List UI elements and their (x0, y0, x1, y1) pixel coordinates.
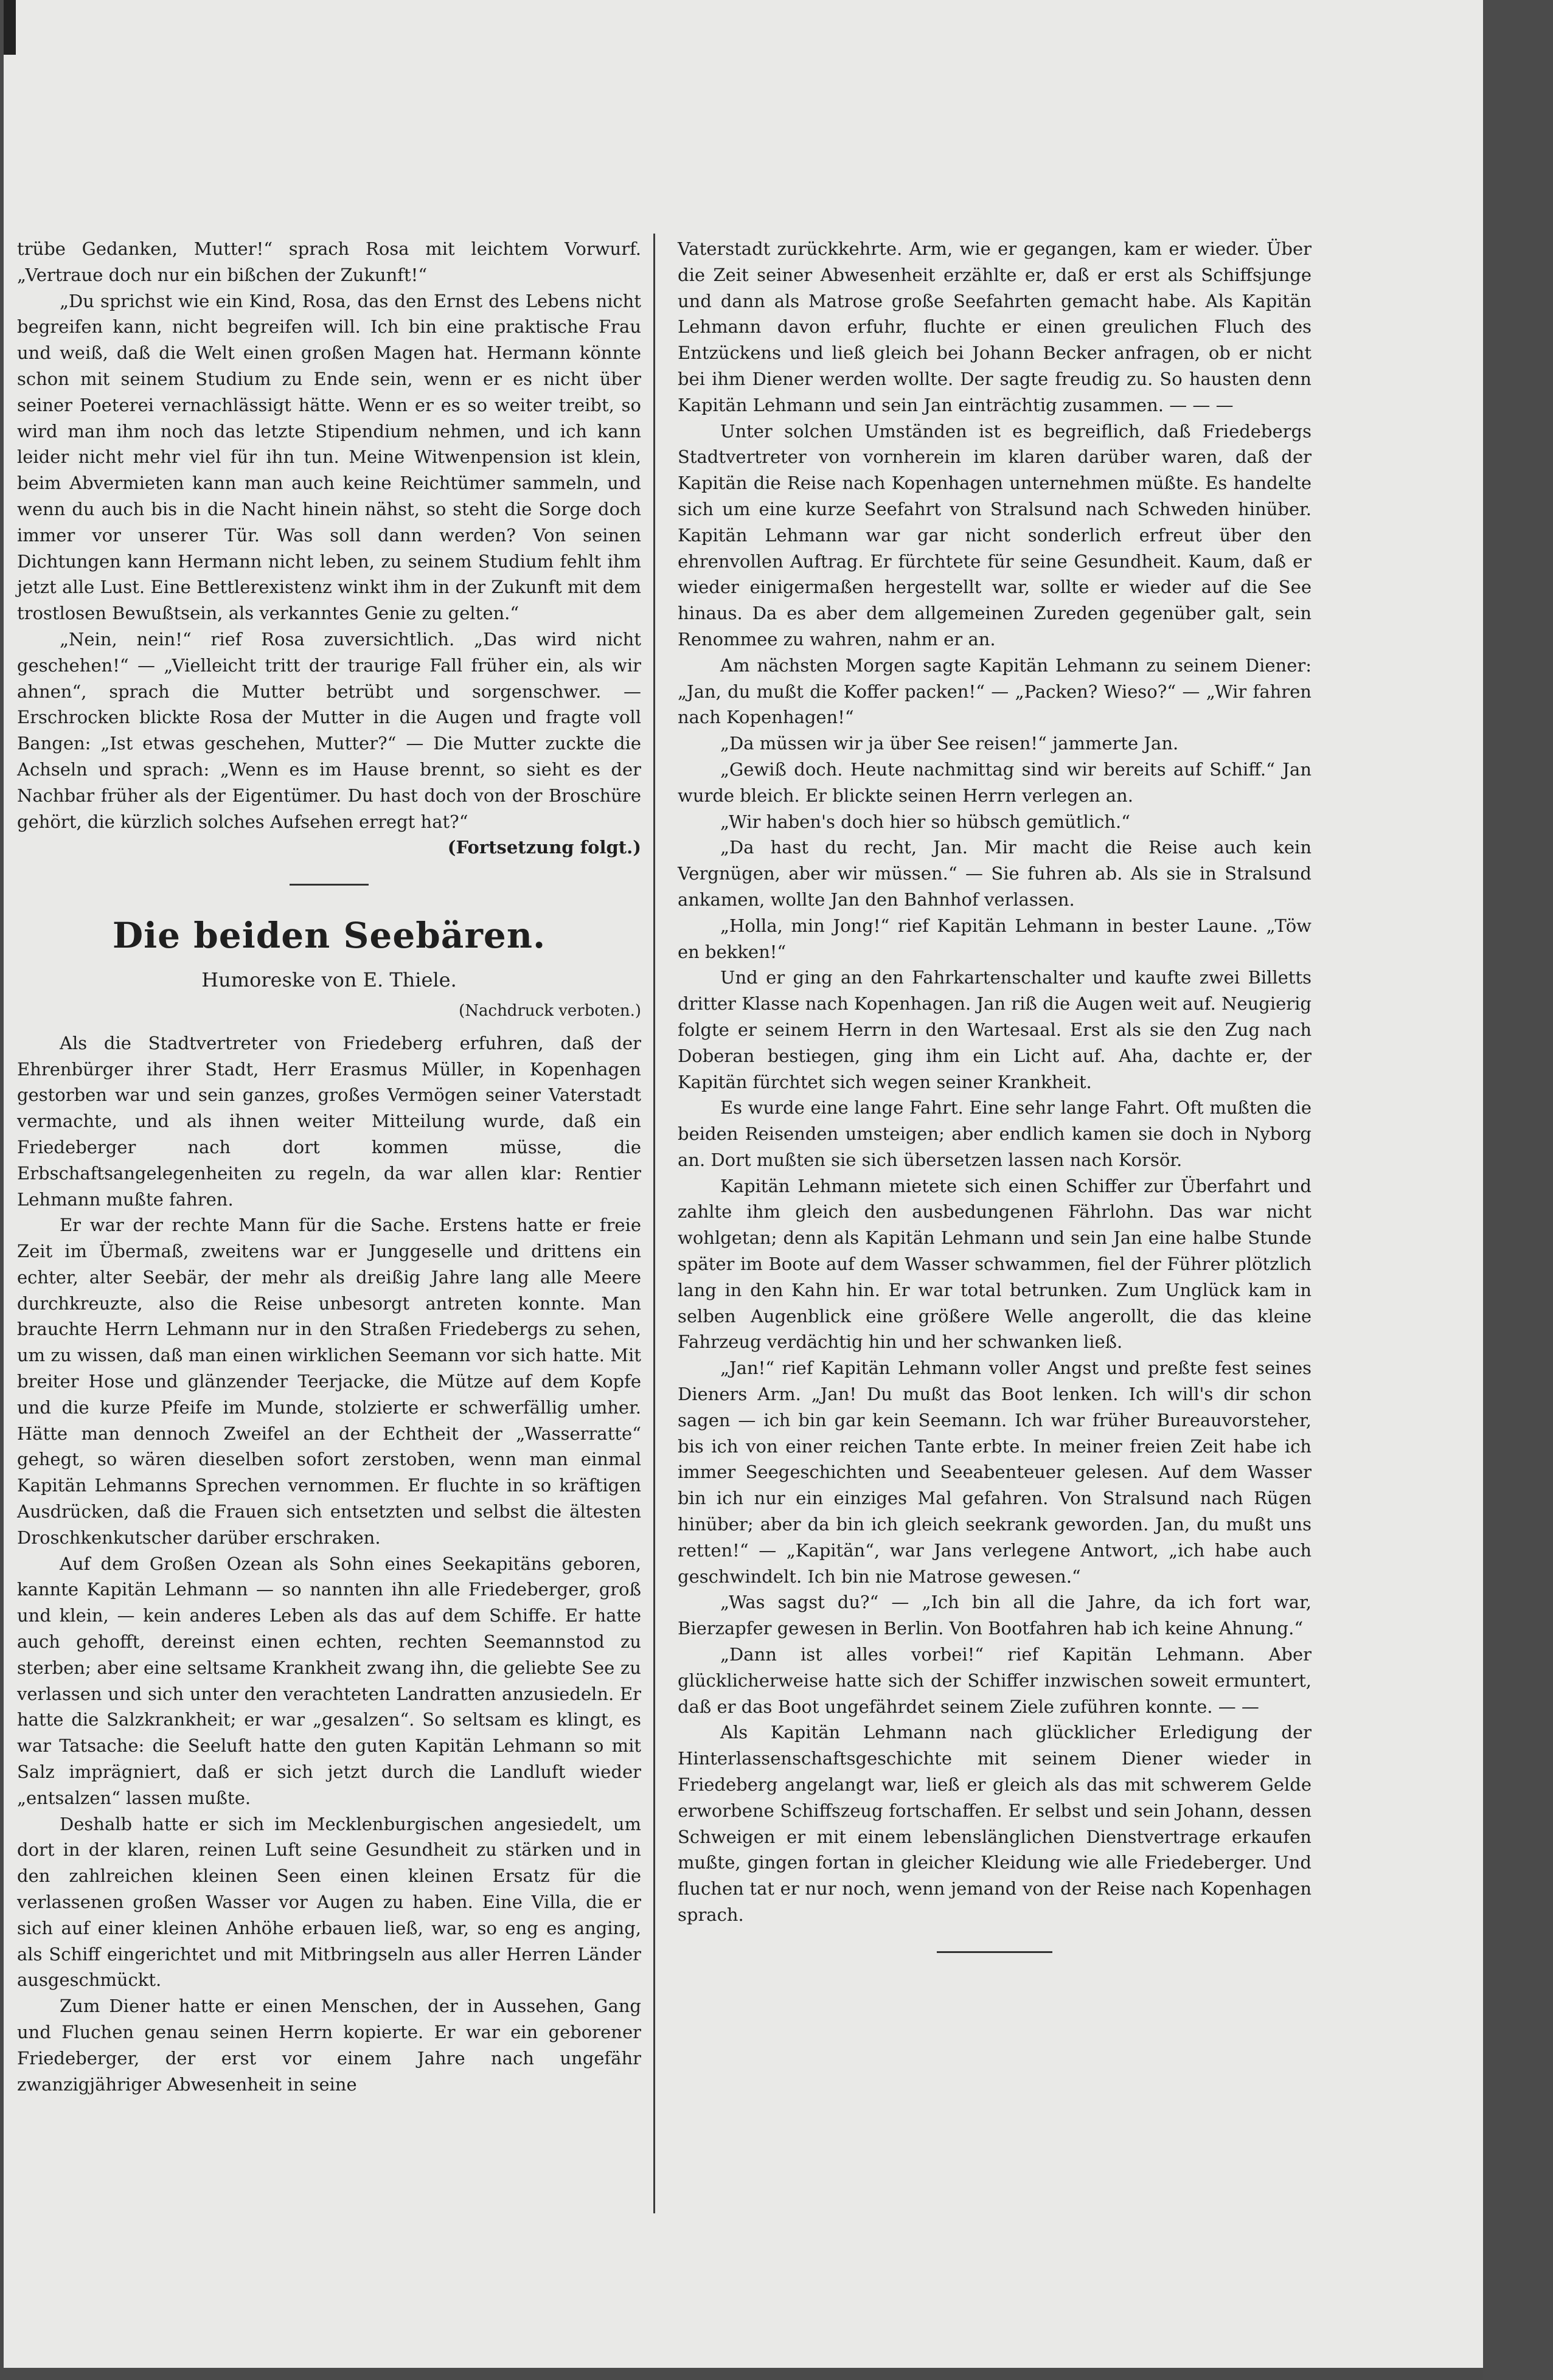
story2-paragraph: „Holla, min Jong!“ rief Kapitän Lehmann in bester Laune. „Töw en bekken!“ (678, 915, 1312, 962)
story2-paragraph: „Gewiß doch. Heute nachmittag sind wir bereits auf Schiff.“ Jan wurde bleich. Er blickte seinen Herrn verlegen an. (678, 758, 1312, 806)
story2-paragraph: „Da hast du recht, Jan. Mir macht die Reise auch kein Vergnügen, aber wir müssen.“ — Sie fuhren ab. Als sie in Stralsund ankamen, wollte Jan den Bahnhof verlassen. (678, 837, 1312, 910)
story2-paragraph: Auf dem Großen Ozean als Sohn eines Seekapitäns geboren, kannte Kapitän Lehmann — so nannten ihn alle Friedeberger, groß und klein, — kein anderes Leben als das auf dem Schiffe. Er hatte auch gehofft, dereinst einen echten, rechten Seemannstod zu sterben; aber eine seltsame Krankheit zwang ihn, die geliebte See zu verlassen und sich unter den verachteten Landratten anzusiedeln. Er hatte die Salzkrankheit; er war „gesalzen“. So seltsam es klingt, es war Tatsache: die Seeluft hatte den guten Kapitän Lehmann so mit Salz imprägniert, daß er sich jetzt durch die Landluft wieder „entsalzen“ lassen mußte. (17, 1553, 641, 1808)
right-column (678, 236, 1312, 1953)
story2-paragraph: Als die Stadtvertreter von Friedeberg erfuhren, daß der Ehrenbürger ihrer Stadt, Herr Erasmus Müller, in Kopenhagen gestorben war und sein ganzes, großes Vermögen seiner Vaterstadt vermachte, und als ihnen weiter Mitteilung wurde, daß ein Friedeberger nach dort kommen müsse, die Erbschaftsangelegenheiten zu regeln, da war allen klar: Rentier Lehmann mußte fahren. (17, 1032, 641, 1210)
reprint-note: (Nachdruck verboten.) (459, 1001, 641, 1020)
story2-paragraph: Kapitän Lehmann mietete sich einen Schiffer zur Überfahrt und zahlte ihm gleich den ausbedungenen Fährlohn. Das war nicht wohlgetan; denn als Kapitän Lehmann und sein Jan eine halbe Stunde später im Boote auf dem Wasser schwammen, fiel der Führer plötzlich lang in den Kahn hin. Er war total betrunken. Zum Unglück kam in selben Augenblick eine größere Welle angerollt, die das kleine Fahrzeug verdächtig hin und her schwanken ließ. (678, 1175, 1312, 1353)
story2-paragraph: Als Kapitän Lehmann nach glücklicher Erledigung der Hinterlassenschaftsgeschichte mit seinem Diener wieder in Friedeberg angelangt war, ließ er gleich als das mit schwerem Gelde erworbene Schiffszeug fortschaffen. Er selbst und sein Johann, dessen Schweigen er mit einem lebenslänglichen Dienstvertrage erkaufen mußte, gingen fortan in gleicher Kleidung wie alle Friedeberger. Und fluchen tat er nur noch, wenn jemand von der Reise nach Kopenhagen sprach. (678, 1722, 1312, 1925)
continued-note: (Fortsetzung folgt.) (447, 837, 641, 858)
scan-border (1483, 0, 1553, 2380)
newspaper-page (4, 0, 1483, 2368)
story2-paragraph: Am nächsten Morgen sagte Kapitän Lehmann zu seinem Diener: „Jan, du mußt die Koffer packen!“ — „Packen? Wieso?“ — „Wir fahren nach Kopenhagen!“ (678, 654, 1312, 728)
section-separator (290, 884, 369, 886)
story2-paragraph: „Was sagst du?“ — „Ich bin all die Jahre, da ich fort war, Bierzapfer gewesen in Berlin. Von Bootfahren hab ich keine Ahnung.“ (678, 1592, 1312, 1639)
story2-paragraph: Er war der rechte Mann für die Sache. Erstens hatte er freie Zeit im Übermaß, zweitens war er Junggeselle und drittens ein echter, alter Seebär, der mehr als dreißig Jahre lang alle Meere durchkreuzte, also die Reise unbesorgt antreten konnte. Man brauchte Herrn Lehmann nur in den Straßen Friedebergs zu sehen, um zu wissen, daß man einen wirklichen Seemann vor sich hatte. Mit breiter Hose und glänzender Teerjacke, die Mütze auf dem Kopfe und die kurze Pfeife im Munde, stolzierte er schwerfällig umher. Hätte man dennoch Zweifel an der Echtheit der „Wasserratte“ gehegt, so wären dieselben sofort zerstoben, wenn man einmal Kapitän Lehmanns Sprechen vernommen. Er fluchte in so kräftigen Ausdrücken, daß die Frauen sich entsetzten und selbst die ältesten Droschkenkutscher darüber erschraken. (17, 1215, 641, 1548)
story2-paragraph: „Jan!“ rief Kapitän Lehmann voller Angst und preßte fest seines Dieners Arm. „Jan! Du mußt das Boot lenken. Ich will's dir schon sagen — ich bin gar kein Seemann. Ich war früher Bureauvorsteher, bis ich von einer reichen Tante erbte. In meiner freien Zeit habe ich immer Seegeschichten und Seeabenteuer gelesen. Auf dem Wasser bin ich nur ein einziges Mal gefahren. Von Stralsund nach Rügen hinüber; aber da bin ich gleich seekrank geworden. Jan, du mußt uns retten!“ — „Kapitän“, war Jans verlegene Antwort, „ich habe auch geschwindelt. Ich bin nie Matrose gewesen.“ (678, 1358, 1312, 1587)
story2-paragraph: „Dann ist alles vorbei!“ rief Kapitän Lehmann. Aber glücklicherweise hatte sich der Schiffer inzwischen soweit ermuntert, daß er das Boot ungefährdet seinem Ziele zuführen konnte. — — (678, 1644, 1312, 1717)
story2-paragraph: „Da müssen wir ja über See reisen!“ jammerte Jan. (720, 733, 1179, 754)
story1-paragraph: „Nein, nein!“ rief Rosa zuversichtlich. „Das wird nicht geschehen!“ — „Vielleicht tritt der traurige Fall früher ein, als wir ahnen“, sprach die Mutter betrübt und sorgenschwer. — Erschrocken blickte Rosa der Mutter in die Augen und fragte voll Bangen: „Ist etwas geschehen, Mutter?“ — Die Mutter zuckte die Achseln und sprach: „Wenn es im Hause brennt, so sieht es der Nachbar früher als der Eigentümer. Du hast doch von der Broschüre gehört, die kürzlich solches Aufsehen erregt hat?“ (17, 628, 641, 832)
story2-paragraph: Und er ging an den Fahrkartenschalter und kaufte zwei Billetts dritter Klasse nach Kopenhagen. Jan riß die Augen weit auf. Neugierig folgte er seinem Herrn in den Wartesaal. Erst als sie den Zug nach Doberan bestiegen, ging ihm ein Licht auf. Aha, dachte er, der Kapitän fürchtet sich wegen seiner Krankheit. (678, 967, 1312, 1092)
story2-paragraph: Es wurde eine lange Fahrt. Eine sehr lange Fahrt. Oft mußten die beiden Reisenden umsteigen; aber endlich kamen sie doch in Nyborg an. Dort mußten sie sich übersetzen lassen nach Korsör. (678, 1097, 1312, 1170)
story-subtitle: Humoreske von E. Thiele. (201, 968, 457, 992)
story2-paragraph: Deshalb hatte er sich im Mecklenburgischen angesiedelt, um dort in der klaren, reinen Luft seine Gesundheit zu stärken und in den zahlreichen kleinen Seen einen kleinen Ersatz für die verlassenen großen Wasser vor Augen zu haben. Eine Villa, die er sich auf einer kleinen Anhöhe erbauen ließ, war, so eng es anging, als Schiff eingerichtet und mit Mitbringseln aus aller Herren Länder ausgeschmückt. (17, 1813, 641, 1991)
end-separator (937, 1951, 1052, 1953)
story2-paragraph: Zum Diener hatte er einen Menschen, der in Aussehen, Gang und Fluchen genau seinen Herrn kopierte. Er war ein geborener Friedeberger, der erst vor einem Jahre nach ungefähr zwanzigjähriger Abwesenheit in seine (17, 1996, 641, 2095)
story1-paragraph: trübe Gedanken, Mutter!“ sprach Rosa mit leichtem Vorwurf. „Vertraue doch nur ein bißchen der Zukunft!“ (17, 238, 641, 285)
binding-edge (4, 0, 16, 55)
story-title: Die beiden Seebären. (112, 915, 546, 957)
column-rule (653, 234, 655, 2213)
left-column (17, 236, 641, 2097)
story2-paragraph: Unter solchen Umständen ist es begreiflich, daß Friedebergs Stadtvertreter von vornherein im klaren darüber waren, daß der Kapitän die Reise nach Kopenhagen unternehmen müßte. Es handelte sich um eine kurze Seefahrt von Stralsund nach Schweden hinüber. Kapitän Lehmann war gar nicht sonderlich erfreut über den ehrenvollen Auftrag. Er fürchtete für seine Gesundheit. Kaum, daß er wieder einigermaßen hergestellt war, sollte er wieder auf die See hinaus. Da es aber dem allgemeinen Zureden gegenüber galt, sein Renommee zu wahren, nahm er an. (678, 420, 1312, 650)
story1-paragraph: „Du sprichst wie ein Kind, Rosa, das den Ernst des Lebens nicht begreifen kann, nicht begreifen will. Ich bin eine praktische Frau und weiß, daß die Welt einen großen Magen hat. Hermann könnte schon mit seinem Studium zu Ende sein, wenn er es nicht über seiner Poeterei vernachlässigt hätte. Wenn er es so weiter treibt, so wird man ihm noch das letzte Stipendium nehmen, und ich kann leider nicht mehr viel für ihn tun. Meine Witwenpension ist klein, beim Abvermieten kann man auch keine Reichtümer sammeln, und wenn du auch bis in die Nacht hinein nähst, so steht die Sorge doch immer vor unserer Tür. Was soll dann werden? Von seinen Dichtungen kann Hermann nicht leben, zu seinem Studium fehlt ihm jetzt alle Lust. Eine Bettlerexistenz winkt ihm in der Zukunft mit dem trostlosen Bewußtsein, als verkanntes Genie zu gelten.“ (17, 290, 641, 624)
story2-paragraph: Vaterstadt zurückkehrte. Arm, wie er gegangen, kam er wieder. Über die Zeit seiner Abwesenheit erzählte er, daß er erst als Schiffsjunge und dann als Matrose große Seefahrten gemacht habe. Als Kapitän Lehmann davon erfuhr, fluchte er einen greulichen Fluch des Entzückens und ließ gleich bei Johann Becker anfragen, ob er nicht bei ihm Diener werden wollte. Der sagte freudig zu. So hausten denn Kapitän Lehmann und sein Jan einträchtig zusammen. — — — (678, 238, 1312, 415)
story2-paragraph: „Wir haben's doch hier so hübsch gemütlich.“ (720, 811, 1131, 832)
